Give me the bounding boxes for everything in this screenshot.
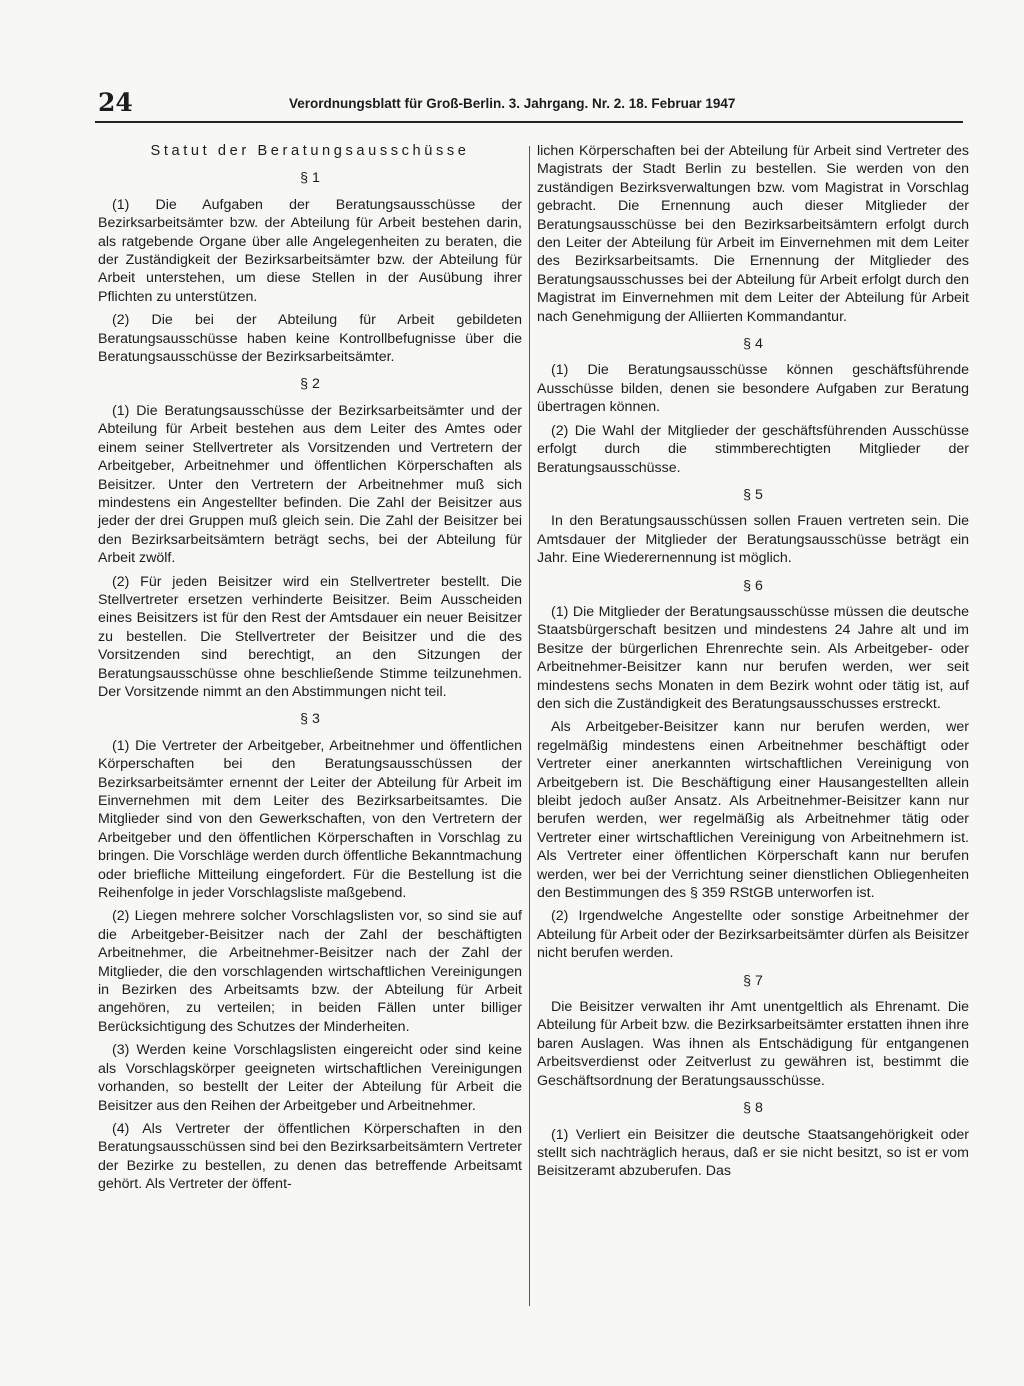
section-3-para-4: (4) Als Vertreter der öffentlichen Körperschaften in den Beratungsausschüssen sind bei den Bezirksarbeitsämtern Vertreter der Bezirke zu bestellen, zu denen das betreffende Arbeitsamt gehört. Als Vertreter der öffent- bbox=[98, 1120, 522, 1193]
right-column bbox=[537, 142, 969, 1186]
section-6-para-2: (2) Irgendwelche Angestellte oder sonstige Arbeitnehmer der Abteilung für Arbeit oder der Bezirksarbeitsämter dürfen als Beisitzer nicht berufen werden. bbox=[537, 908, 969, 962]
section-5-para-1: In den Beratungsausschüssen sollen Frauen vertreten sein. Die Amtsdauer der Mitglieder der Beratungsausschüsse beträgt ein Jahr. Eine Wiederernennung ist möglich. bbox=[537, 513, 969, 567]
section-1-para-2: (2) Die bei der Abteilung für Arbeit gebildeten Beratungsausschüsse haben keine Kontrollbefugnisse über die Beratungsausschüsse der Bezirksarbeitsämter. bbox=[98, 312, 522, 366]
section-3-para-2: (2) Liegen mehrere solcher Vorschlagslisten vor, so sind sie auf die Arbeitgeber-Beisitzer nach der Zahl der beschäftigten Arbeitnehmer, die Arbeitnehmer-Beisitzer nach der Zahl der Mitglieder, die den vorschlagenden wirtschaftlichen Vereinigungen in Bezirken des Arbeitsamts bzw. der Abteilung für Arbeit angehören, zu verteilen; in beiden Fällen unter billiger Berücksichtigung des Schutzes der Minderheiten. bbox=[98, 908, 522, 1035]
section-4-mark: § 4 bbox=[743, 336, 763, 353]
section-3-continuation: lichen Körperschaften bei der Abteilung für Arbeit sind Vertreter des Magistrats der Stadt Berlin zu bestellen. Sie werden von den zuständigen Bezirksverwaltungen bzw. vom Magistrat in Vorschlag gebracht. Die Ernennung auch dieser Mitglieder der Beratungsausschüsse bei den Bezirksarbeitsämtern erfolgt durch den Leiter der Abteilung für Arbeit im Einvernehmen mit dem Leiter des Bezirksarbeitsamts. Die Ernennung der Mitglieder des Beratungsausschusses bei der Abteilung für Arbeit erfolgt durch den Magistrat im Einvernehmen mit dem Leiter der Abteilung für Arbeit nach Genehmigung der Alliierten Kommandantur. bbox=[537, 143, 969, 325]
section-3-mark: § 3 bbox=[300, 711, 320, 728]
section-8-para-1: (1) Verliert ein Beisitzer die deutsche Staatsangehörigkeit oder stellt sich nachträglich heraus, daß er sie nicht besitzt, so ist er vom Beisitzeramt abzuberufen. Das bbox=[537, 1126, 969, 1180]
section-2-para-2: (2) Für jeden Beisitzer wird ein Stellvertreter bestellt. Die Stellvertreter ersetzen verhinderte Beisitzer. Beim Ausscheiden eines Beisitzers ist für den Rest der Amtsdauer ein neuer Beisitzer zu bestellen. Die Stellvertreter der Beisitzer und die des Vorsitzenden sind berechtigt, an den Sitzungen der Beratungsausschüsse ohne beschließende Stimme teilzunehmen. Der Vorsitzende nimmt an den Abstimmungen nicht teil. bbox=[98, 573, 522, 700]
section-7-mark: § 7 bbox=[743, 972, 763, 989]
header-rule bbox=[95, 121, 963, 123]
section-4-para-2: (2) Die Wahl der Mitglieder der geschäftsführenden Ausschüsse erfolgt durch die stimmberechtigten Mitglieder der Beratungsausschüsse. bbox=[537, 422, 969, 476]
section-6-para-1b: Als Arbeitgeber-Beisitzer kann nur berufen werden, wer regelmäßig mindestens einen Arbeitnehmer beschäftigt oder Vertreter einer anerkannten wirtschaftlichen Vereinigung von Arbeitgebern ist. Die Beschäftigung einer Hausangestellten allein bleibt jedoch außer Ansatz. Als Arbeitnehmer-Beisitzer kann nur berufen werden, wer regelmäßig als Arbeitnehmer tätig oder Vertreter einer wirtschaftlichen Vereinigung von Arbeitnehmern ist. Als Vertreter einer öffentlichen Körperschaft kann nur berufen werden, wer bei der Verrichtung seiner dienstlichen Obliegenheiten den Bestimmungen des § 359 RStGB unterworfen ist. bbox=[537, 719, 969, 902]
section-3-para-1: (1) Die Vertreter der Arbeitgeber, Arbeitnehmer und öffentlichen Körperschaften bei den Beratungsausschüssen der Bezirksarbeitsämter ernennt der Leiter der Abteilung für Arbeit im Einvernehmen mit dem Leiter des Bezirksarbeitsamtes. Die Mitglieder sind von den Gewerkschaften, von den Vertretern der Arbeitgeber und den öffentlichen Körperschaften in Vorschlag zu bringen. Die Vorschläge werden durch öffentliche Bekanntmachung oder briefliche Mitteilung eingefordert. Für die Bestellung ist die Reihenfolge in jeder Vorschlagsliste maßgebend. bbox=[98, 737, 522, 902]
running-title: Verordnungsblatt für Groß-Berlin. 3. Jahrgang. Nr. 2. 18. Februar 1947 bbox=[289, 96, 736, 111]
section-2-para-1: (1) Die Beratungsausschüsse der Bezirksarbeitsämter und der Abteilung für Arbeit bestehen aus dem Leiter des Amtes oder einem seiner Stellvertreter als Vorsitzenden und Vertretern der Arbeitgeber, Arbeitnehmer und öffentlichen Körperschaften als Beisitzer. Unter den Vertretern der Arbeitnehmer muß sich mindestens ein Angestellter befinden. Die Zahl der Beisitzer aus jeder der drei Gruppen muß gleich sein. Die Zahl der Beisitzer bei den Bezirksarbeitsämtern beträgt sechs, bei der Abteilung für Arbeit zwölf. bbox=[98, 402, 522, 567]
section-1-mark: § 1 bbox=[300, 170, 320, 187]
section-4-para-1: (1) Die Beratungsausschüsse können geschäftsführende Ausschüsse bilden, denen sie besondere Aufgaben zur Beratung übertragen können. bbox=[537, 362, 969, 416]
section-8-mark: § 8 bbox=[743, 1100, 763, 1117]
page-header bbox=[95, 88, 963, 124]
page-number: 24 bbox=[98, 88, 133, 117]
column-divider bbox=[529, 146, 530, 1306]
section-1-para-1: (1) Die Aufgaben der Beratungsausschüsse der Bezirksarbeitsämter bzw. der Abteilung für Arbeit bestehen darin, als ratgebende Organe über alle Angelegenheiten zu beraten, die der Zuständigkeit der Bezirksarbeitsämter bzw. der Abteilung für Arbeit unterstehen, um diese Stellen in der Ausübung ihrer Pflichten zu unterstützen. bbox=[98, 196, 522, 305]
section-2-mark: § 2 bbox=[300, 376, 320, 393]
left-column bbox=[98, 142, 522, 1199]
statute-title: Statut der Beratungsausschüsse bbox=[150, 143, 470, 159]
section-3-para-3: (3) Werden keine Vorschlagslisten eingereicht oder sind keine als Vorschlagskörper geeigneten wirtschaftlichen Vereinigungen vorhanden, so bestellt der Leiter der Abteilung für Arbeit die Beisitzer aus den Reihen der Arbeitgeber und Arbeitnehmer. bbox=[98, 1042, 522, 1114]
section-7-para-1: Die Beisitzer verwalten ihr Amt unentgeltlich als Ehrenamt. Die Abteilung für Arbeit bzw. die Bezirksarbeitsämter erstatten ihnen ihre baren Auslagen. Was ihnen als Entschädigung für entgangenen Arbeitsverdienst oder Zeitverlust zu gewähren ist, bestimmt die Geschäftsordnung der Beratungsausschüsse. bbox=[537, 999, 969, 1089]
section-6-para-1: (1) Die Mitglieder der Beratungsausschüsse müssen die deutsche Staatsbürgerschaft besitzen und mindestens 24 Jahre alt und im Besitze der bürgerlichen Ehrenrechte sein. Als Arbeitgeber- oder Arbeitnehmer-Beisitzer kann nur berufen werden, wer seit mindestens sechs Monaten in dem Bezirk wohnt oder tätig ist, auf den sich die Zuständigkeit des Beratungsausschusses erstreckt. bbox=[537, 603, 969, 712]
section-5-mark: § 5 bbox=[743, 486, 763, 503]
section-6-mark: § 6 bbox=[743, 577, 763, 594]
